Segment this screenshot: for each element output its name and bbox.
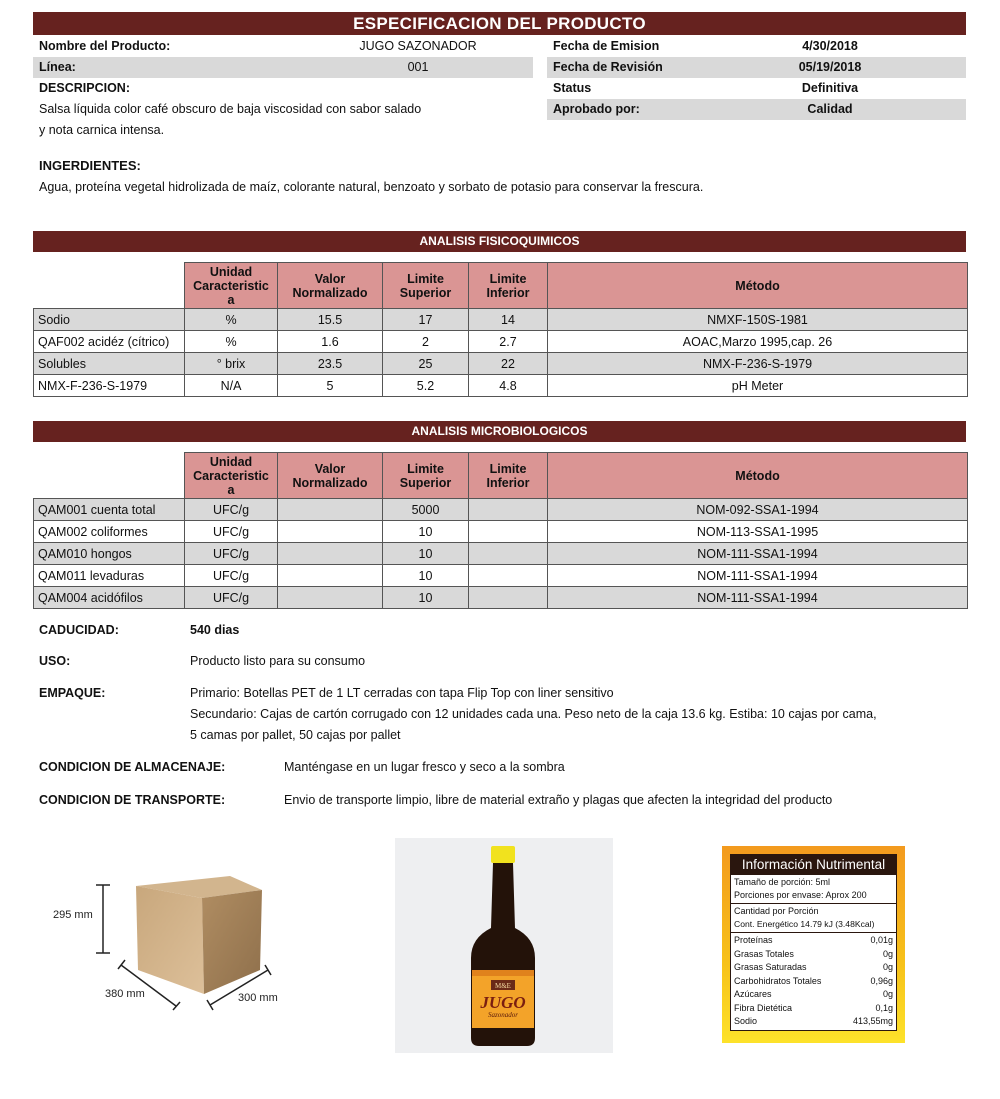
table-cell: QAM001 cuenta total	[34, 499, 185, 521]
table-cell: NMXF-150S-1981	[548, 309, 968, 331]
nutrient-value: 0g	[882, 989, 893, 999]
table-cell: pH Meter	[548, 375, 968, 397]
header-cell: Valor Normalizado	[278, 453, 383, 499]
description-line-1: Salsa líquida color café obscuro de baja viscosidad con sabor salado	[39, 102, 422, 116]
bottle-name: JUGO	[480, 993, 526, 1012]
box-length-label: 380 mm	[105, 988, 145, 1000]
header-cell: Unidad Caracteristic a	[185, 453, 278, 499]
product-name-label: Nombre del Producto:	[39, 39, 171, 53]
issue-date-value: 4/30/2018	[802, 39, 858, 53]
table-header-row	[34, 453, 968, 499]
table-cell	[278, 499, 383, 521]
table-cell: QAM011 levaduras	[34, 565, 185, 587]
table-row	[34, 309, 968, 331]
empaque-line-2: Secundario: Cajas de cartón corrugado con 12 unidades cada una. Peso neto de la caja 13.6 kg. Estiba: 10 cajas por cama,	[190, 707, 877, 721]
status-label: Status	[553, 81, 592, 95]
table-cell: NOM-111-SSA1-1994	[548, 543, 968, 565]
empaque-line-1: Primario: Botellas PET de 1 LT cerradas con tapa Flip Top con liner sensitivo	[190, 686, 614, 700]
box-illustration	[30, 850, 330, 1030]
nutrition-item	[734, 1002, 893, 1016]
table-cell	[469, 543, 548, 565]
micro-section-title: ANALISIS MICROBIOLOGICOS	[33, 421, 966, 442]
table-row	[34, 587, 968, 609]
approved-value: Calidad	[807, 102, 853, 116]
table-cell: 5	[278, 375, 383, 397]
ingredients-text: Agua, proteína vegetal hidrolizada de maíz, colorante natural, benzoato y sorbato de potasio para conservar la frescura.	[39, 180, 704, 194]
fisico-section-title: ANALISIS FISICOQUIMICOS	[33, 231, 966, 252]
table-cell: NOM-111-SSA1-1994	[548, 587, 968, 609]
table-row	[34, 375, 968, 397]
table-cell: NOM-092-SSA1-1994	[548, 499, 968, 521]
table-cell: AOAC,Marzo 1995,cap. 26	[548, 331, 968, 353]
header-cell	[34, 453, 185, 499]
nutrition-title: Información Nutrimental	[731, 855, 896, 875]
caducidad-value: 540 dias	[190, 623, 240, 637]
nutrient-value: 0g	[882, 948, 893, 959]
table-row	[34, 353, 968, 375]
table-cell: Solubles	[34, 353, 185, 375]
bottle-brand: M&E	[495, 982, 511, 990]
table-cell	[278, 521, 383, 543]
table-header-row	[34, 263, 968, 309]
header-cell: Limite Inferior	[469, 453, 548, 499]
nutrition-servings: Porciones por envase: Aprox 200	[734, 890, 867, 900]
approved-row	[547, 99, 966, 120]
micro-table	[33, 452, 968, 609]
table-cell: 5000	[383, 499, 469, 521]
header-cell	[34, 263, 185, 309]
table-row	[34, 521, 968, 543]
table-cell: NOM-111-SSA1-1994	[548, 565, 968, 587]
table-cell: 2	[383, 331, 469, 353]
table-cell: 10	[383, 587, 469, 609]
transporte-label: CONDICION DE TRANSPORTE:	[39, 793, 226, 807]
nutrient-value: 0,96g	[870, 975, 893, 986]
bottle-sub: Sazonador	[488, 1011, 518, 1019]
nutrition-panel	[730, 854, 897, 1031]
nutrient-name: Carbohidratos Totales	[734, 975, 822, 986]
status-value: Definitiva	[801, 81, 859, 95]
page-title: ESPECIFICACION DEL PRODUCTO	[33, 12, 966, 35]
nutrient-name: Sodio	[734, 1016, 758, 1026]
nutrition-item	[734, 961, 893, 975]
caducidad-label: CADUCIDAD:	[39, 623, 119, 637]
status-row	[547, 78, 966, 99]
header-cell: Limite Superior	[383, 453, 469, 499]
product-name-row	[33, 36, 533, 57]
table-cell: NMX-F-236-S-1979	[34, 375, 185, 397]
table-cell: 14	[469, 309, 548, 331]
header-cell: Método	[548, 263, 968, 309]
nutrient-name: Azúcares	[734, 989, 772, 999]
table-cell: %	[185, 331, 278, 353]
nutrition-items	[731, 932, 896, 1030]
table-row	[34, 565, 968, 587]
nutrient-name: Grasas Saturadas	[734, 962, 807, 972]
header-cell: Limite Superior	[383, 263, 469, 309]
product-name-value: JUGO SAZONADOR	[359, 39, 477, 53]
table-cell: 5.2	[383, 375, 469, 397]
empaque-label: EMPAQUE:	[39, 686, 106, 700]
table-cell: 10	[383, 543, 469, 565]
description-row	[33, 78, 533, 99]
bottle-photo	[395, 838, 613, 1053]
table-cell	[469, 521, 548, 543]
table-cell: %	[185, 309, 278, 331]
table-cell: UFC/g	[185, 565, 278, 587]
nutrition-label	[722, 846, 905, 1043]
table-cell	[469, 587, 548, 609]
table-cell: QAM002 coliformes	[34, 521, 185, 543]
almacenaje-label: CONDICION DE ALMACENAJE:	[39, 760, 226, 774]
table-cell: QAM010 hongos	[34, 543, 185, 565]
table-cell: Sodio	[34, 309, 185, 331]
header-cell: Método	[548, 453, 968, 499]
table-row	[34, 331, 968, 353]
table-cell: 17	[383, 309, 469, 331]
nutrition-serving-size: Tamaño de porción: 5ml	[734, 877, 831, 887]
ingredients-label: INGERDIENTES:	[39, 158, 141, 173]
header-cell: Limite Inferior	[469, 263, 548, 309]
description-line-2: y nota carnica intensa.	[39, 123, 165, 137]
uso-value: Producto listo para su consumo	[190, 654, 366, 668]
table-cell: 10	[383, 565, 469, 587]
almacenaje-value: Manténgase en un lugar fresco y seco a la sombra	[284, 760, 565, 774]
nutrition-serving	[731, 875, 896, 903]
uso-label: USO:	[39, 654, 71, 668]
nutrition-item	[734, 988, 893, 1002]
table-cell: 15.5	[278, 309, 383, 331]
table-cell: N/A	[185, 375, 278, 397]
box-icon	[30, 850, 330, 1030]
table-cell: QAM004 acidófilos	[34, 587, 185, 609]
table-cell	[469, 499, 548, 521]
nutrition-per-serving: Cantidad por Porción	[734, 906, 819, 916]
table-cell: UFC/g	[185, 521, 278, 543]
nutrition-item	[734, 1015, 893, 1029]
table-cell: UFC/g	[185, 587, 278, 609]
table-cell: QAF002 acidéz (cítrico)	[34, 331, 185, 353]
issue-date-label: Fecha de Emision	[553, 39, 660, 53]
nutrition-item	[734, 934, 893, 948]
header-cell: Unidad Caracteristic a	[185, 263, 278, 309]
table-cell	[278, 543, 383, 565]
revision-date-label: Fecha de Revisión	[553, 60, 663, 74]
table-cell: 23.5	[278, 353, 383, 375]
nutrient-name: Proteínas	[734, 935, 773, 945]
approved-label: Aprobado por:	[553, 102, 640, 116]
table-cell: 1.6	[278, 331, 383, 353]
table-cell: 22	[469, 353, 548, 375]
nutrient-name: Fibra Dietética	[734, 1002, 793, 1013]
box-height-label: 295 mm	[53, 909, 93, 921]
description-label: DESCRIPCION:	[39, 81, 130, 95]
table-row	[34, 543, 968, 565]
line-row	[33, 57, 533, 78]
nutrition-item	[734, 975, 893, 989]
empaque-line-3: 5 camas por pallet, 50 cajas por pallet	[190, 728, 401, 742]
nutrient-name: Grasas Totales	[734, 948, 794, 959]
nutrient-value: 0,1g	[875, 1002, 893, 1013]
table-cell: UFC/g	[185, 499, 278, 521]
nutrient-value: 0,01g	[870, 935, 893, 945]
table-row	[34, 499, 968, 521]
table-cell: 25	[383, 353, 469, 375]
transporte-value: Envio de transporte limpio, libre de material extraño y plagas que afecten la integridad del producto	[284, 793, 833, 807]
nutrition-item	[734, 948, 893, 962]
table-cell: 4.8	[469, 375, 548, 397]
table-cell: NMX-F-236-S-1979	[548, 353, 968, 375]
nutrient-value: 0g	[882, 962, 893, 972]
table-cell	[278, 587, 383, 609]
revision-date-value: 05/19/2018	[798, 60, 862, 74]
issue-date-row	[547, 36, 966, 57]
line-value: 001	[407, 60, 429, 74]
nutrition-energy-block	[731, 903, 896, 932]
box-width-label: 300 mm	[238, 992, 278, 1004]
bottle-icon	[395, 838, 613, 1053]
table-cell	[469, 565, 548, 587]
table-cell: 2.7	[469, 331, 548, 353]
nutrition-energy: Cont. Energético 14.79 kJ (3.48Kcal)	[734, 919, 875, 929]
nutrient-value: 413,55mg	[852, 1016, 893, 1026]
fisico-table	[33, 262, 968, 397]
table-cell: 10	[383, 521, 469, 543]
table-cell: NOM-113-SSA1-1995	[548, 521, 968, 543]
table-cell: UFC/g	[185, 543, 278, 565]
line-label: Línea:	[39, 60, 76, 74]
header-cell: Valor Normalizado	[278, 263, 383, 309]
table-cell	[278, 565, 383, 587]
table-cell: ° brix	[185, 353, 278, 375]
revision-date-row	[547, 57, 966, 78]
